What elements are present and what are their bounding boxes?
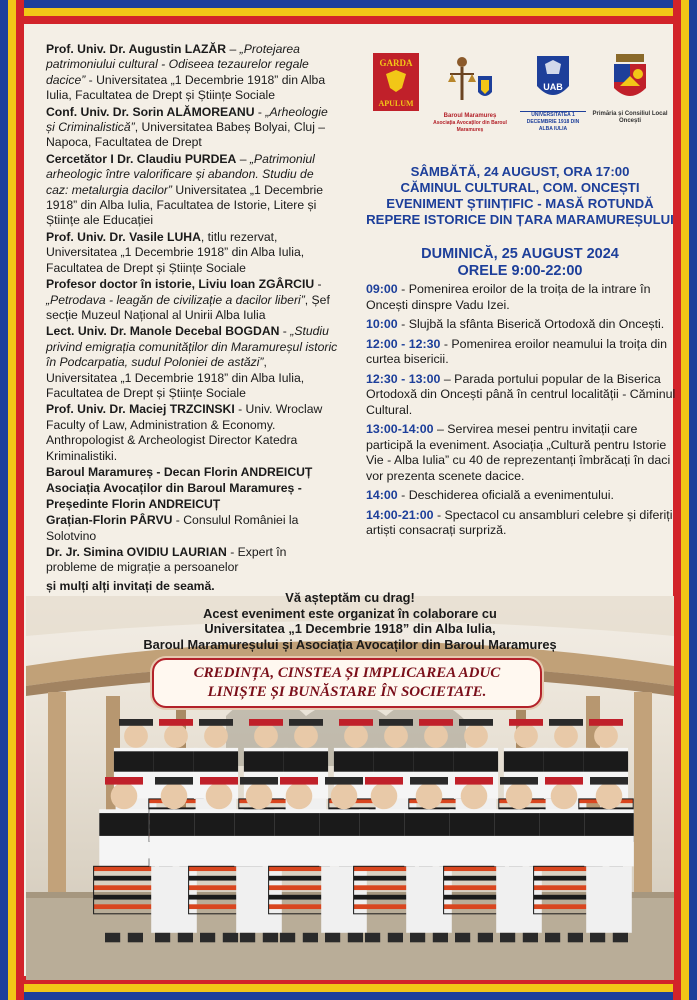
schedule-time: 12:00 - 12:30: [366, 336, 441, 351]
participant-entry: [46, 152, 338, 229]
invite-greeting: Vă așteptăm cu drag!: [285, 590, 415, 605]
schedule-text: – Parada portului popular de la Biserica Ortodoxă din Oncești până în centrul localității - Căminul Cultural.: [366, 371, 676, 417]
motto-line-2: LINIȘTE ȘI BUNĂSTARE ÎN SOCIETATE.: [207, 684, 487, 700]
uab-university-logo: UAB UNIVERSITATEA 1 DECEMBRIE 1918 DIN ALBA IULIA: [520, 52, 586, 133]
schedule-text: - Spectacol cu ansambluri celebre și diferiți artiști consacrați surpriză.: [366, 507, 673, 537]
schedule-time: 09:00: [366, 282, 398, 296]
participant-rest: -: [314, 277, 322, 292]
baroul-maramures-logo: Baroul Maramureș Asociația Avocaților din Baroul Maramureș: [428, 52, 512, 134]
participant-italic: „Studiu privind emigrația comunităților din Maramureșul istoric în Podcarpatia, sudul Poloniei de astăzi”: [46, 324, 338, 370]
schedule-item: [366, 508, 684, 539]
schedule-item: [366, 488, 684, 504]
schedule-text: - Pomenirea eroilor neamului la troița din curtea bisericii.: [366, 336, 667, 366]
schedule-text: - Deschiderea oficială a evenimentului.: [397, 488, 614, 502]
participant-tail: , Universitatea Babeș Bolyai, Cluj – Napoca, Facultatea de Drept: [46, 120, 326, 150]
motto-line-1: CREDINȚA, CINSTEA ȘI IMPLICAREA ADUC: [193, 665, 501, 681]
participant-name: Lect. Univ. Dr. Manole Decebal BOGDAN: [46, 324, 280, 339]
oncesti-townhall-logo: Primăria și Consiliul Local Oncești: [592, 52, 668, 125]
participant-entry: [46, 230, 338, 276]
schedule-time: 10:00: [366, 317, 398, 331]
schedule-time: 14:00: [366, 488, 398, 502]
participant-entry: [46, 42, 338, 104]
svg-text:UAB: UAB: [543, 82, 563, 92]
more-guests: și mulți alți invitați de seamă.: [46, 578, 215, 593]
schedule-item: [366, 372, 684, 419]
schedule-item: [366, 422, 684, 484]
participant-entry: [46, 545, 338, 576]
schedule-time: 12:30 - 13:00: [366, 371, 441, 386]
participant-name: Prof. Univ. Dr. Maciej TRZCINSKI: [46, 402, 235, 417]
participant-name: Prof. Univ. Dr. Augustin LAZĂR: [46, 42, 227, 56]
participant-rest: - Expert în probleme de migrație a persoanelor: [46, 545, 287, 575]
left-border: [0, 0, 24, 1000]
participant-name: Baroul Maramureș - Decan Florin ANDREICUȚ: [46, 464, 313, 479]
event-type: EVENIMENT ȘTIINȚIFIC - MASĂ ROTUNDĂ: [386, 196, 654, 211]
bottom-stripe-blue: [0, 992, 697, 1000]
folk-group-photo: [26, 596, 674, 980]
schedule-time: 14:00-21:00: [366, 507, 434, 522]
schedule-item: [366, 282, 684, 313]
schedule-text: - Slujbă la sfânta Biserică Ortodoxă din Oncești.: [397, 317, 665, 331]
participant-tail: , Șef secție Muzeul Național al Unirii Alba Iulia: [46, 292, 330, 322]
sunday-heading: [356, 246, 684, 280]
participant-italic: „Petrodava - leagăn de civilizație a dacilor liberi”: [46, 292, 305, 307]
participant-rest: -: [279, 324, 291, 339]
participant-rest: –: [226, 42, 240, 56]
sunday-schedule: [366, 282, 684, 543]
participant-name: Cercetător I Dr. Claudiu PURDEA: [46, 151, 237, 166]
invite-organized: Acest eveniment este organizat în colaborare cu: [203, 605, 497, 621]
event-date: SÂMBĂTĂ, 24 AUGUST, ORA 17:00: [410, 164, 630, 179]
invitation-text: [90, 590, 610, 652]
top-stripe-red: [0, 16, 697, 24]
sunday-hours: ORELE 9:00-22:00: [457, 263, 583, 279]
participant-name: Prof. Univ. Dr. Vasile LUHA: [46, 229, 201, 244]
participant-italic: „Protejarea patrimoniului cultural - Odiseea tezaurelor regale dacice”: [46, 42, 309, 87]
saturday-event: [356, 164, 684, 228]
bottom-stripe-yellow: [0, 984, 697, 992]
participant-entry: [46, 465, 338, 480]
schedule-text: – Servirea mesei pentru invitații care participă la eveniment. Asociația „Cultură pentru Istorie Vie - Alba Iulia” cu 40 de reprezentanți îmbrăcați în daci vor prezenta scenete dacice.: [366, 422, 671, 483]
partner-logos: [372, 52, 668, 144]
sunday-date: DUMINICĂ, 25 AUGUST 2024: [421, 246, 619, 262]
participant-entry: [46, 481, 338, 512]
participant-entry: [46, 324, 338, 401]
participant-italic: „Patrimoniul arheologic între valorificare și abandon. Studiu de caz: metalurgia dacilor”: [46, 151, 315, 197]
participant-entry: [46, 277, 338, 323]
motto-banner: [152, 658, 542, 708]
participant-name: Profesor doctor în istorie, Liviu Ioan ZGÂRCIU: [46, 277, 315, 292]
participant-entry: [46, 402, 338, 464]
event-venue: CĂMINUL CULTURAL, COM. ONCEȘTI: [400, 180, 640, 195]
participant-tail: Universitatea „1 Decembrie 1918” din Alba Iulia, Facultatea de Istorie, Litere și Științe ale Educației: [46, 182, 324, 228]
participant-rest: - Consulul României la Solotvino: [46, 513, 299, 543]
invite-partners: Baroul Maramureșului și Asociația Avocaților din Baroul Maramureș: [143, 636, 557, 652]
participant-rest: -: [254, 104, 266, 119]
participant-rest: –: [236, 151, 250, 166]
schedule-text: - Pomenirea eroilor de la troița de la intrare în Oncești dinspre Vadu Izei.: [366, 282, 651, 312]
svg-text:APULUM: APULUM: [378, 99, 414, 108]
participant-name: Dr. Jr. Simina OVIDIU LAURIAN: [46, 545, 227, 559]
participant-tail: - Universitatea „1 Decembrie 1918” din Alba Iulia, Facultatea de Drept și Științe Sociale: [46, 72, 326, 103]
garda-apulum-logo: [372, 52, 420, 117]
participant-name: Grațian-Florin PÂRVU: [46, 513, 173, 528]
participants-list: [46, 42, 338, 595]
invite-university: Universitatea „1 Decembrie 1918” din Alba Iulia,: [204, 621, 496, 636]
participant-name: Conf. Univ. Dr. Sorin ALĂMOREANU: [46, 104, 255, 119]
schedule-item: [366, 317, 684, 333]
top-stripe-blue: [0, 0, 697, 8]
participant-rest: - Univ. Wroclaw Faculty of Law, Administration & Economy. Anthropologist & Archeologist Director Katedra Kriminalistiki.: [46, 402, 323, 463]
participant-entry: [46, 513, 338, 544]
participant-tail: , Universitatea „1 Decembrie 1918” din Alba Iulia, Facultatea de Drept și Științe Sociale: [46, 355, 305, 400]
participant-rest: , titlu rezervat, Universitatea „1 Decembrie 1918” din Alba Iulia, Facultatea de Drept și Științe Sociale: [46, 229, 305, 275]
svg-text:GARDA: GARDA: [379, 58, 413, 68]
event-title: REPERE ISTORICE DIN ȚARA MARAMUREȘULUI: [366, 212, 674, 227]
top-stripe-yellow: [0, 8, 697, 16]
schedule-item: [366, 337, 684, 368]
schedule-time: 13:00-14:00: [366, 422, 434, 436]
participant-entry: [46, 105, 338, 151]
participant-name: Asociația Avocaților din Baroul Maramureș - Președinte Florin ANDREICUȚ: [46, 481, 302, 511]
participant-italic: „Arheologie și Criminalistică”: [46, 104, 328, 135]
